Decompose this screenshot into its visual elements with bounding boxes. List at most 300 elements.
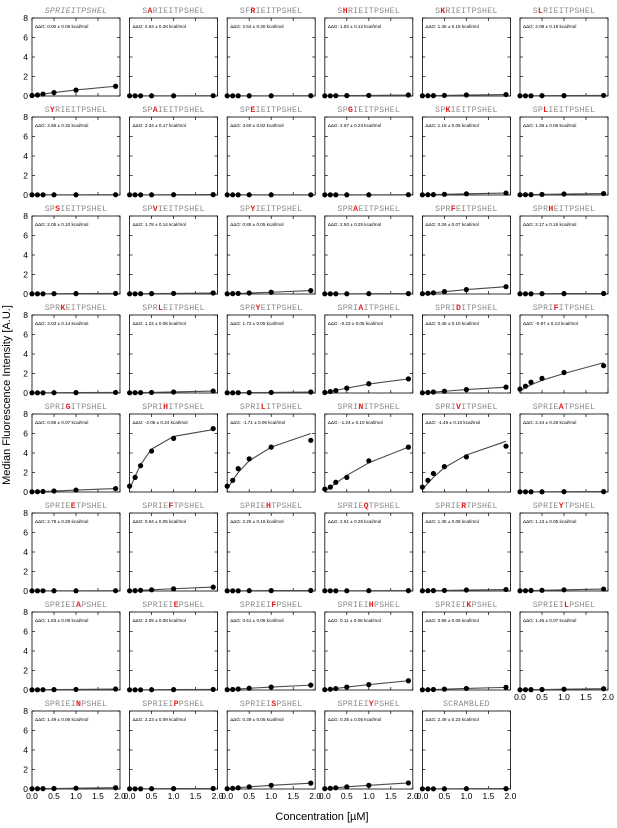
data-point: [269, 290, 274, 295]
data-point: [406, 678, 411, 683]
sequence-suffix: EITPSHEL: [358, 205, 401, 214]
data-point: [503, 786, 508, 791]
data-point: [35, 588, 40, 593]
sequence-prefix: SPRI: [142, 403, 164, 412]
data-point: [344, 192, 349, 197]
data-point: [29, 93, 34, 98]
mutated-residue: S: [55, 205, 61, 214]
data-point: [133, 93, 138, 98]
panel-title: [435, 7, 498, 16]
data-point: [561, 370, 566, 375]
panel-title: [142, 7, 205, 16]
mutated-residue: F: [168, 502, 174, 511]
data-point: [406, 445, 411, 450]
sequence-prefix: SP: [435, 106, 446, 115]
data-point: [133, 687, 138, 692]
panel-frame: [130, 18, 218, 96]
panel-title: [443, 700, 490, 709]
panel-title: [533, 502, 596, 511]
x-tick-label: 1.0: [558, 692, 570, 702]
sequence-suffix: ITPSHEL: [558, 304, 596, 313]
sequence-prefix: SPRI: [435, 304, 456, 313]
data-point: [503, 92, 508, 97]
data-point: [138, 463, 143, 468]
data-point: [601, 489, 606, 494]
data-point: [236, 785, 241, 790]
data-point: [366, 588, 371, 593]
data-point: [322, 390, 327, 395]
panel-title: [435, 205, 498, 214]
panel-frame: [227, 612, 315, 690]
sequence-prefix: SPR: [532, 205, 549, 214]
fit-line: [325, 447, 409, 491]
mutated-residue: A: [358, 304, 364, 313]
ddg-label: ΔΔG: 2.08 ± 0.19 kcal/mol: [523, 24, 577, 29]
data-point: [322, 486, 327, 491]
panel-frame: [227, 117, 315, 195]
panel-frame: [130, 216, 218, 294]
sequence-suffix: IEITPSHEL: [450, 106, 498, 115]
panel-title: [533, 7, 596, 16]
panel-title: [240, 7, 303, 16]
data-point: [561, 489, 566, 494]
data-point: [344, 588, 349, 593]
data-point: [523, 192, 528, 197]
data-point: [225, 687, 230, 692]
chart-panel: [23, 700, 126, 801]
data-point: [247, 192, 252, 197]
data-point: [113, 785, 118, 790]
sequence-prefix: SPRIEI: [239, 601, 272, 610]
data-point: [51, 588, 56, 593]
chart-panel: [319, 700, 419, 801]
x-tick-label: 0.0: [514, 692, 526, 702]
sequence-suffix: IEITPSHEL: [255, 106, 303, 115]
panel-grid: [23, 7, 614, 801]
data-point: [523, 687, 528, 692]
y-tick-label: 4: [23, 349, 28, 359]
y-tick-label: 8: [23, 508, 28, 518]
y-tick-label: 6: [23, 329, 28, 340]
x-axis-label: Concentration [µM]: [275, 811, 369, 823]
data-point: [442, 588, 447, 593]
sequence-prefix: SPRI: [44, 403, 66, 412]
chart-panel: [23, 106, 120, 200]
mutated-residue: V: [152, 205, 158, 214]
data-point: [51, 90, 56, 95]
data-point: [211, 687, 216, 692]
fit-line: [422, 441, 506, 489]
data-point: [431, 687, 436, 692]
panel-frame: [422, 513, 510, 591]
panel-frame: [422, 117, 510, 195]
data-point: [127, 93, 132, 98]
panel-frame: [130, 711, 218, 789]
mutated-residue: A: [75, 601, 82, 610]
panel-title: [142, 601, 205, 610]
data-point: [225, 93, 230, 98]
sequence-suffix: PSHEL: [276, 700, 303, 709]
chart-panel: [517, 403, 608, 494]
sequence-prefix: SPRIEI: [435, 601, 467, 610]
data-point: [29, 192, 34, 197]
sequence-prefix: SPRIEI: [239, 700, 272, 709]
mutated-residue: E: [70, 502, 77, 511]
data-point: [73, 88, 78, 93]
data-point: [561, 291, 566, 296]
panel-frame: [325, 117, 413, 195]
data-point: [464, 92, 469, 97]
data-point: [425, 588, 430, 593]
mutated-residue: Y: [368, 700, 375, 709]
sequence-prefix: SF: [239, 7, 251, 16]
data-point: [431, 290, 436, 295]
data-point: [211, 786, 216, 791]
data-point: [35, 786, 40, 791]
y-tick-label: 2: [23, 368, 28, 379]
chart-panel: [127, 304, 218, 395]
data-point: [138, 390, 143, 395]
x-tick-label: 1.5: [580, 692, 592, 702]
mutated-residue: K: [445, 106, 451, 115]
y-tick-label: 8: [23, 13, 28, 23]
sequence-suffix: ITPSHEL: [363, 304, 401, 313]
data-point: [40, 91, 45, 96]
data-point: [113, 291, 118, 296]
chart-panel: [322, 106, 413, 197]
mutated-residue: F: [553, 304, 559, 313]
data-point: [133, 390, 138, 395]
data-point: [561, 687, 566, 692]
mutated-residue: G: [347, 106, 354, 115]
panel-title: [45, 403, 108, 412]
data-point: [171, 586, 176, 591]
data-point: [344, 291, 349, 296]
data-point: [113, 84, 118, 89]
data-point: [269, 390, 274, 395]
chart-panel: [23, 205, 120, 299]
chart-panel: [127, 7, 218, 98]
panel-frame: [422, 18, 510, 96]
ddg-label: ΔΔG: 3.60 ± 0.82 kcal/mol: [230, 123, 284, 128]
data-point: [247, 456, 252, 461]
chart-panel: [322, 502, 413, 593]
data-point: [29, 786, 34, 791]
ddg-label: ΔΔG: 2.63 ± 0.28 kcal/mol: [132, 24, 186, 29]
data-point: [113, 588, 118, 593]
data-point: [561, 93, 566, 98]
data-point: [308, 288, 313, 293]
data-point: [601, 586, 606, 591]
panel-title: [338, 304, 401, 313]
data-point: [344, 784, 349, 789]
data-point: [464, 387, 469, 392]
x-tick-label: 0.0: [221, 791, 234, 801]
data-point: [464, 287, 469, 292]
data-point: [35, 390, 40, 395]
sequence-suffix: PSHEL: [374, 700, 401, 709]
sequence-suffix: IEITPSHEL: [157, 205, 205, 214]
panel-frame: [325, 18, 413, 96]
sequence-prefix: S: [337, 7, 343, 16]
panel-title: [533, 304, 596, 313]
ddg-label: ΔΔG: -0.87 ± 0.13 kcal/mol: [523, 321, 578, 326]
y-tick-label: 2: [23, 467, 28, 478]
chart-panel: [221, 700, 321, 801]
ddg-label: ΔΔG: 2.79 ± 0.29 kcal/mol: [35, 519, 89, 524]
sequence-suffix: IEITPSHEL: [255, 205, 303, 214]
sequence-prefix: SCRAMBLED: [442, 700, 490, 709]
sequence-suffix: RIEITPSHEL: [347, 7, 401, 16]
data-point: [225, 192, 230, 197]
data-point: [328, 687, 333, 692]
panel-frame: [32, 711, 120, 789]
sequence-prefix: SPRIEI: [44, 700, 76, 709]
data-point: [149, 786, 154, 791]
data-point: [269, 588, 274, 593]
data-point: [35, 489, 40, 494]
data-point: [539, 588, 544, 593]
sequence-suffix: PSHEL: [374, 601, 401, 610]
sequence-suffix: ITPSHEL: [461, 403, 498, 412]
data-point: [420, 687, 425, 692]
ddg-label: ΔΔG: 2.67 ± 0.23 kcal/mol: [327, 123, 382, 128]
data-point: [503, 444, 508, 449]
data-point: [40, 489, 45, 494]
y-tick-label: 6: [23, 131, 28, 142]
panel-title: [45, 502, 108, 511]
mutated-residue: L: [537, 7, 544, 16]
data-point: [211, 585, 216, 590]
data-point: [51, 488, 56, 493]
panel-frame: [325, 711, 413, 789]
data-point: [127, 192, 132, 197]
y-tick-label: 6: [23, 230, 28, 241]
y-tick-label: 0: [23, 586, 28, 596]
data-point: [269, 783, 274, 788]
x-tick-label: 2.0: [504, 791, 517, 801]
data-point: [73, 487, 78, 492]
mutated-residue: N: [75, 700, 82, 709]
panel-frame: [227, 18, 315, 96]
data-point: [366, 783, 371, 788]
panel-frame: [227, 711, 315, 789]
sequence-prefix: S: [532, 7, 538, 16]
data-point: [431, 786, 436, 791]
chart-panel: [127, 601, 218, 692]
panel-frame: [130, 117, 218, 195]
data-point: [322, 192, 327, 197]
data-point: [29, 390, 34, 395]
ddg-label: ΔΔG: 2.05 ± 0.10 kcal/mol: [35, 222, 89, 227]
panel-title: [338, 502, 401, 511]
chart-panel: [127, 502, 218, 593]
data-point: [133, 588, 138, 593]
sequence-prefix: SPRIE: [142, 502, 169, 511]
panel-title: [240, 502, 303, 511]
sequence-prefix: SPRIE: [239, 502, 266, 511]
x-tick-label: 1.5: [189, 791, 202, 801]
ddg-label: ΔΔG: 2.64 ± 0.30 kcal/mol: [230, 24, 284, 29]
y-tick-label: 2: [23, 269, 28, 280]
panel-frame: [422, 612, 510, 690]
data-point: [322, 588, 327, 593]
data-point: [517, 687, 522, 692]
data-point: [322, 687, 327, 692]
mutated-residue: L: [260, 403, 266, 412]
data-point: [366, 291, 371, 296]
data-point: [230, 478, 235, 483]
chart-panel: [420, 205, 511, 296]
mutated-residue: A: [353, 205, 359, 214]
data-point: [171, 291, 176, 296]
chart-panel: [225, 7, 316, 98]
x-tick-label: 0.5: [145, 791, 158, 801]
data-point: [366, 381, 371, 386]
data-point: [51, 786, 56, 791]
data-point: [601, 93, 606, 98]
chart-panel: [127, 403, 218, 492]
panel-title: [142, 700, 205, 709]
data-point: [561, 191, 566, 196]
ddg-label: ΔΔG: 1.36 ± 0.16 kcal/mol: [425, 24, 479, 29]
data-point: [601, 363, 606, 368]
chart-panel: [23, 601, 120, 695]
sequence-prefix: S: [435, 7, 441, 16]
data-point: [127, 291, 132, 296]
data-point: [431, 192, 436, 197]
data-point: [366, 458, 371, 463]
y-tick-label: 2: [23, 764, 28, 775]
chart-panel: [225, 502, 316, 593]
data-point: [420, 786, 425, 791]
panel-frame: [520, 414, 608, 492]
panel-title: [533, 601, 596, 610]
chart-panel: [322, 601, 413, 692]
data-point: [442, 389, 447, 394]
panel-title: [45, 304, 108, 313]
panel-frame: [130, 315, 218, 393]
panel-frame: [520, 513, 608, 591]
y-tick-label: 8: [23, 607, 28, 617]
data-point: [225, 588, 230, 593]
panel-frame: [422, 315, 510, 393]
data-point: [528, 192, 533, 197]
sequence-prefix: SP: [532, 106, 544, 115]
data-point: [73, 588, 78, 593]
mutated-residue: Y: [49, 106, 56, 115]
panel-frame: [32, 117, 120, 195]
data-point: [539, 192, 544, 197]
data-point: [328, 389, 333, 394]
x-tick-label: 1.0: [167, 791, 180, 801]
data-point: [464, 454, 469, 459]
sequence-suffix: ITPSHEL: [265, 403, 303, 412]
data-point: [406, 780, 411, 785]
panel-frame: [520, 117, 608, 195]
mutated-residue: E: [250, 106, 256, 115]
data-point: [344, 684, 349, 689]
data-point: [308, 683, 313, 688]
data-point: [344, 93, 349, 98]
x-tick-label: 1.0: [70, 791, 82, 801]
sequence-suffix: EITPSHEL: [553, 205, 596, 214]
sequence-prefix: SPRI: [239, 403, 261, 412]
data-point: [133, 475, 138, 480]
mutated-residue: A: [147, 7, 153, 16]
y-tick-label: 4: [23, 250, 28, 260]
ddg-label: ΔΔG: 2.49 ± 0.23 kcal/mol: [425, 717, 479, 722]
sequence-prefix: SPRI: [532, 304, 554, 313]
data-point: [366, 93, 371, 98]
panel-title: [533, 403, 596, 412]
data-point: [328, 192, 333, 197]
data-point: [247, 686, 252, 691]
chart-panel: [23, 502, 120, 596]
mutated-residue: L: [543, 106, 549, 115]
panel-title: [240, 403, 303, 412]
sequence-suffix: EITPSHEL: [455, 205, 498, 214]
data-point: [601, 686, 606, 691]
ddg-label: ΔΔG: 0.36 ± 0.05 kcal/mol: [327, 717, 382, 722]
x-tick-label: 2.0: [602, 692, 614, 702]
x-tick-label: 0.5: [243, 791, 256, 801]
data-point: [51, 390, 56, 395]
chart-panel: [23, 7, 120, 101]
chart-panel: [322, 403, 413, 492]
fit-line: [520, 363, 604, 391]
data-point: [29, 687, 34, 692]
ddg-label: ΔΔG: 0.11 ± 0.08 kcal/mol: [327, 618, 381, 623]
data-point: [366, 682, 371, 687]
panel-frame: [520, 216, 608, 294]
data-point: [322, 291, 327, 296]
y-tick-label: 0: [23, 91, 28, 101]
ddg-label: ΔΔG: 0.00 ± 0.06 kcal/mol: [35, 24, 89, 29]
data-point: [333, 192, 338, 197]
data-point: [230, 687, 235, 692]
x-tick-label: 0.5: [48, 791, 60, 801]
panel-title: [142, 106, 205, 115]
mutated-residue: L: [157, 304, 164, 313]
panel-frame: [227, 216, 315, 294]
data-point: [73, 192, 78, 197]
chart-panel: [420, 403, 511, 492]
x-tick-label: 2.0: [406, 791, 419, 801]
chart-panel: [124, 700, 224, 801]
data-point: [601, 191, 606, 196]
data-point: [464, 686, 469, 691]
panel-frame: [32, 513, 120, 591]
sequence-prefix: SPRIEI: [532, 601, 564, 610]
sequence-prefix: SP: [142, 106, 153, 115]
data-point: [269, 93, 274, 98]
data-point: [333, 588, 338, 593]
panel-frame: [325, 216, 413, 294]
data-point: [322, 786, 327, 791]
ddg-label: ΔΔG: 1.35 ± 0.08 kcal/mol: [425, 519, 479, 524]
data-point: [425, 93, 430, 98]
ddg-label: ΔΔG: 0.45 ± 0.10 kcal/mol: [425, 321, 479, 326]
sequence-suffix: IEITPSHEL: [548, 106, 596, 115]
chart-panel: [225, 106, 316, 197]
y-tick-label: 0: [23, 784, 28, 794]
data-point: [425, 687, 430, 692]
ddg-label: ΔΔG: 1.78 ± 0.14 kcal/mol: [132, 222, 186, 227]
panel-title: [45, 601, 108, 610]
panel-frame: [325, 513, 413, 591]
data-point: [333, 785, 338, 790]
